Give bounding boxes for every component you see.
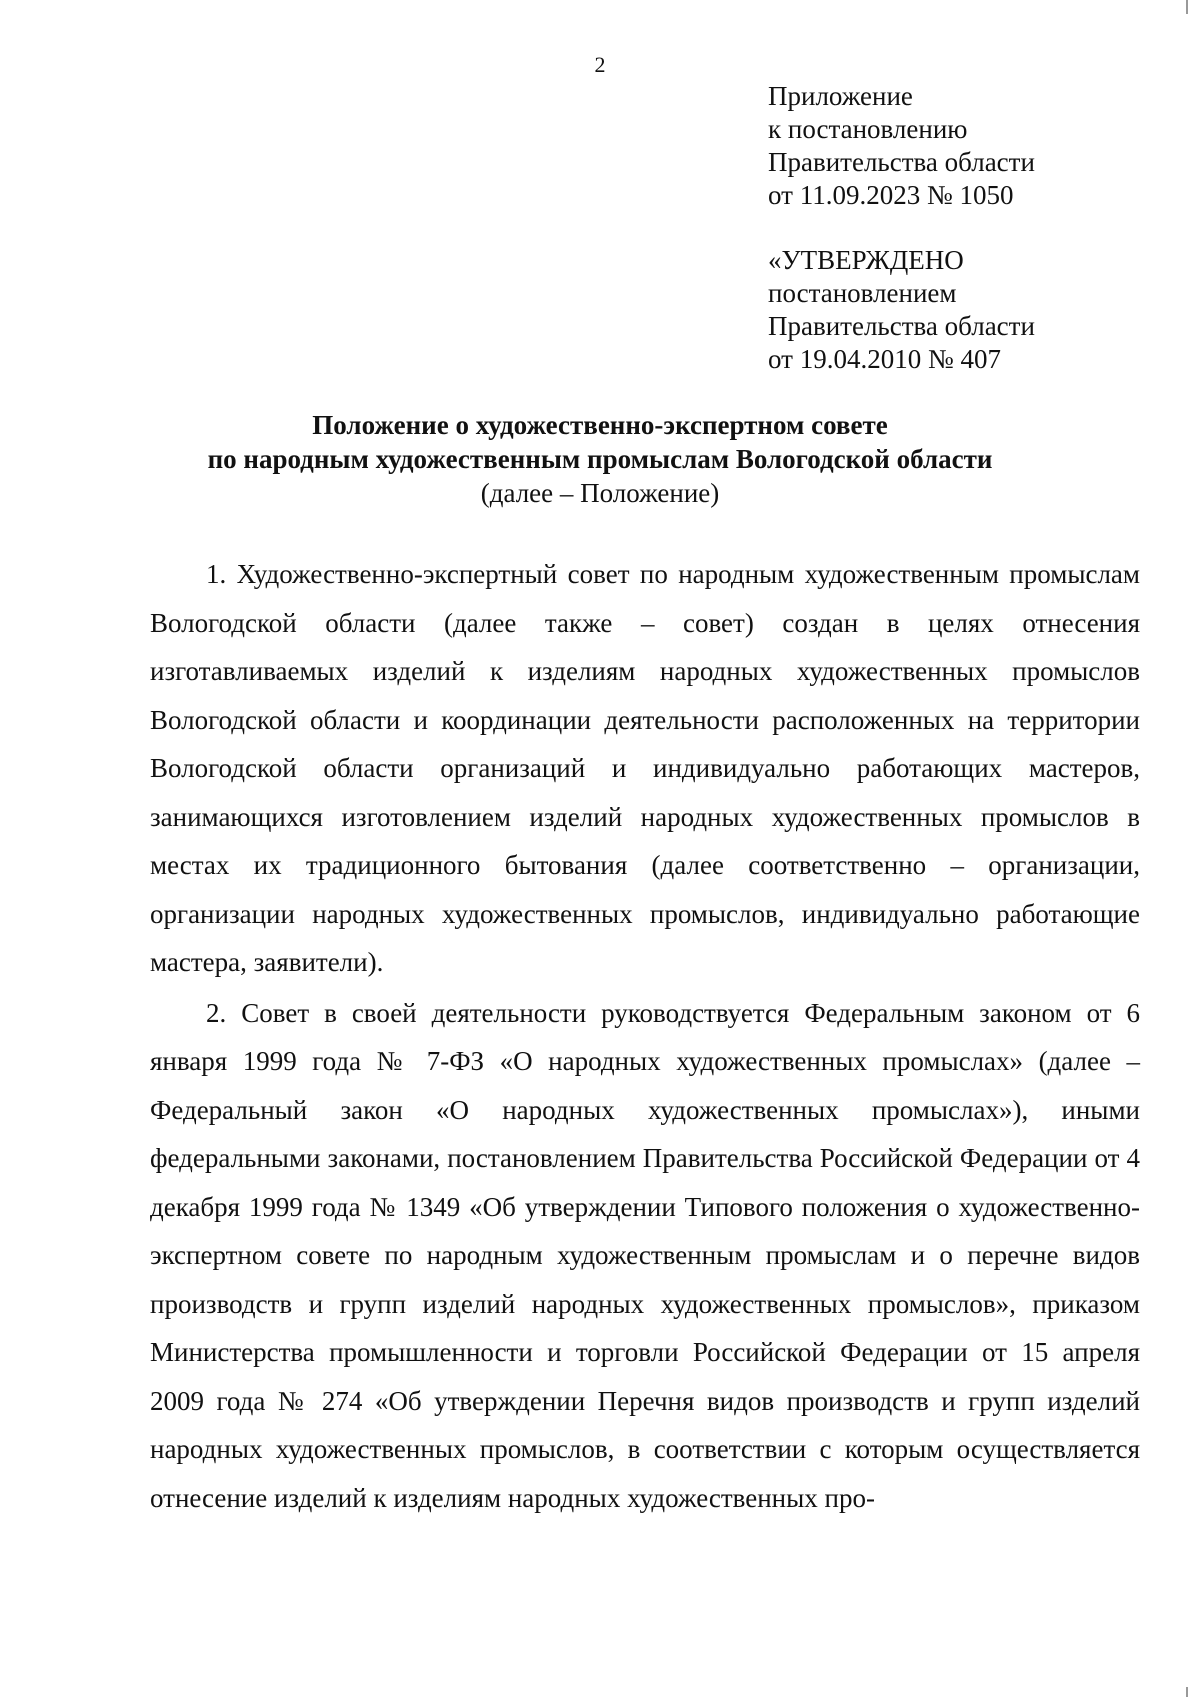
- approved-line: Правительства области: [768, 311, 1035, 341]
- document-title: [150, 408, 1050, 510]
- approved-line: постановлением: [768, 278, 957, 308]
- paragraph-1: 1. Художественно-экспертный совет по народным художественным промыслам Вологодской области (далее также – совет) создан в целях отнесения изготавливаемых изделий к изделиям народных художественных промыслов Вологодской области и координации деятельности расположенных на территории Вологодской области организаций и индивидуально работающих мастеров, занимающихся изготовлением изделий народных художественных промыслов в местах их традиционного бытования (далее соответственно – организации, организации народных художественных промыслов, индивидуально работающие мастера, заявители).: [150, 559, 1140, 977]
- title-line: Положение о художественно-экспертном совете: [312, 410, 888, 440]
- approved-header: [768, 244, 1035, 376]
- scan-edge-mark: [1186, 0, 1188, 14]
- approved-line: «УТВЕРЖДЕНО: [768, 245, 964, 275]
- title-subline: (далее – Положение): [480, 478, 720, 508]
- appendix-header: [768, 80, 1035, 212]
- appendix-line: Приложение: [768, 81, 913, 111]
- paragraph-2: 2. Совет в своей деятельности руководствуется Федеральным законом от 6 января 1999 года № 7-ФЗ «О народных художественных промыслах» (далее – Федеральный закон «О народных художественных промыслах»), иными федеральными законами, постановлением Правительства Российской Федерации от 4 декабря 1999 года № 1349 «Об утверждении Типового положения о художественно-экспертном совете по народным художественным промыслам и о перечне видов производств и групп изделий народных художественных промыслов», приказом Министерства промышленности и торговли Российской Федерации от 15 апреля 2009 года № 274 «Об утверждении Перечня видов производств и групп изделий народных художественных промыслов, в соответствии с которым осуществляется отнесение изделий к изделиям народных художественных про-: [150, 997, 1140, 1513]
- appendix-line: к постановлению: [768, 114, 968, 144]
- document-body: [150, 550, 1140, 1522]
- page-number: 2: [594, 52, 606, 77]
- appendix-line: Правительства области: [768, 147, 1035, 177]
- approved-date-number: от 19.04.2010 № 407: [768, 344, 1001, 374]
- title-line: по народным художественным промыслам Вологодской области: [207, 444, 993, 474]
- appendix-date-number: от 11.09.2023 № 1050: [768, 180, 1014, 210]
- scan-edge-mark: [1186, 1687, 1188, 1697]
